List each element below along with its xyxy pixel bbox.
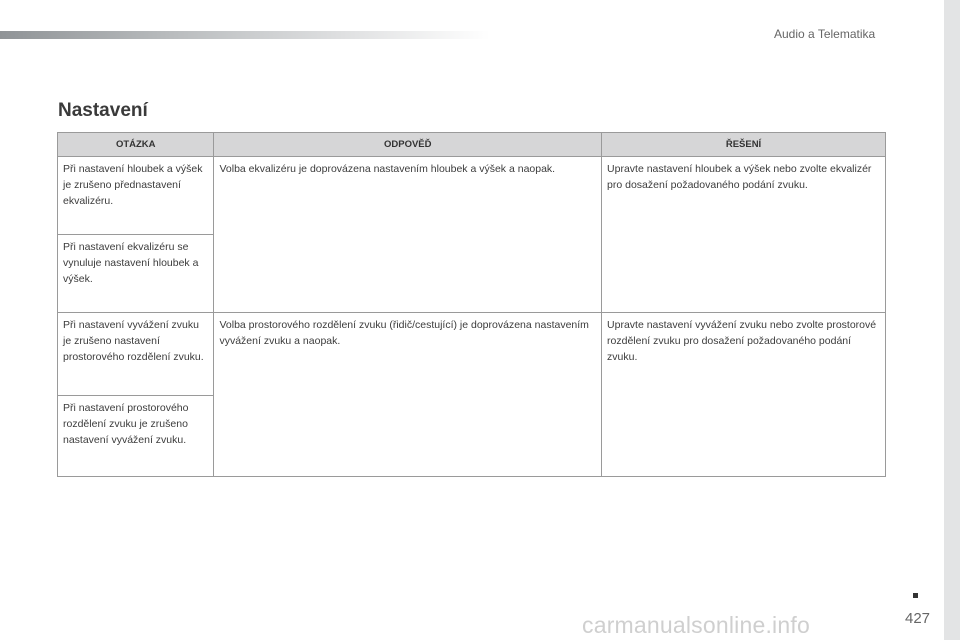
page-title: Nastavení xyxy=(58,100,148,121)
answer-cell: Volba ekvalizéru je doprovázena nastavením hloubek a výšek a naopak. xyxy=(214,157,602,313)
solution-cell: Upravte nastavení hloubek a výšek nebo zvolte ekvalizér pro dosažení požadovaného podání zvuku. xyxy=(602,157,886,313)
question-cell: Při nastavení vyvážení zvuku je zrušeno nastavení prostorového rozdělení zvuku. xyxy=(58,313,214,396)
table-row xyxy=(58,157,886,235)
troubleshooting-table xyxy=(57,132,886,477)
answer-cell: Volba prostorového rozdělení zvuku (řidič/cestující) je doprovázena nastavením vyvážení zvuku a naopak. xyxy=(214,313,602,477)
question-cell: Při nastavení ekvalizéru se vynuluje nastavení hloubek a výšek. xyxy=(58,235,214,313)
watermark: carmanualsonline.info xyxy=(582,612,810,638)
header-gradient-bar xyxy=(0,31,490,39)
question-cell: Při nastavení prostorového rozdělení zvuku je zrušeno nastavení vyvážení zvuku. xyxy=(58,396,214,477)
table-row xyxy=(58,313,886,396)
column-header-answer: ODPOVĚĎ xyxy=(214,133,602,157)
page-edge-strip xyxy=(944,0,960,640)
solution-cell: Upravte nastavení vyvážení zvuku nebo zvolte prostorové rozdělení zvuku pro dosažení požadovaného podání zvuku. xyxy=(602,313,886,477)
table-header-row xyxy=(58,133,886,157)
section-header: Audio a Telematika xyxy=(774,27,876,41)
page-marker-dot xyxy=(913,593,918,598)
column-header-solution: ŘEŠENÍ xyxy=(602,133,886,157)
page-number: 427 xyxy=(905,610,931,627)
column-header-question: OTÁZKA xyxy=(58,133,214,157)
question-cell: Při nastavení hloubek a výšek je zrušeno přednastavení ekvalizéru. xyxy=(58,157,214,235)
